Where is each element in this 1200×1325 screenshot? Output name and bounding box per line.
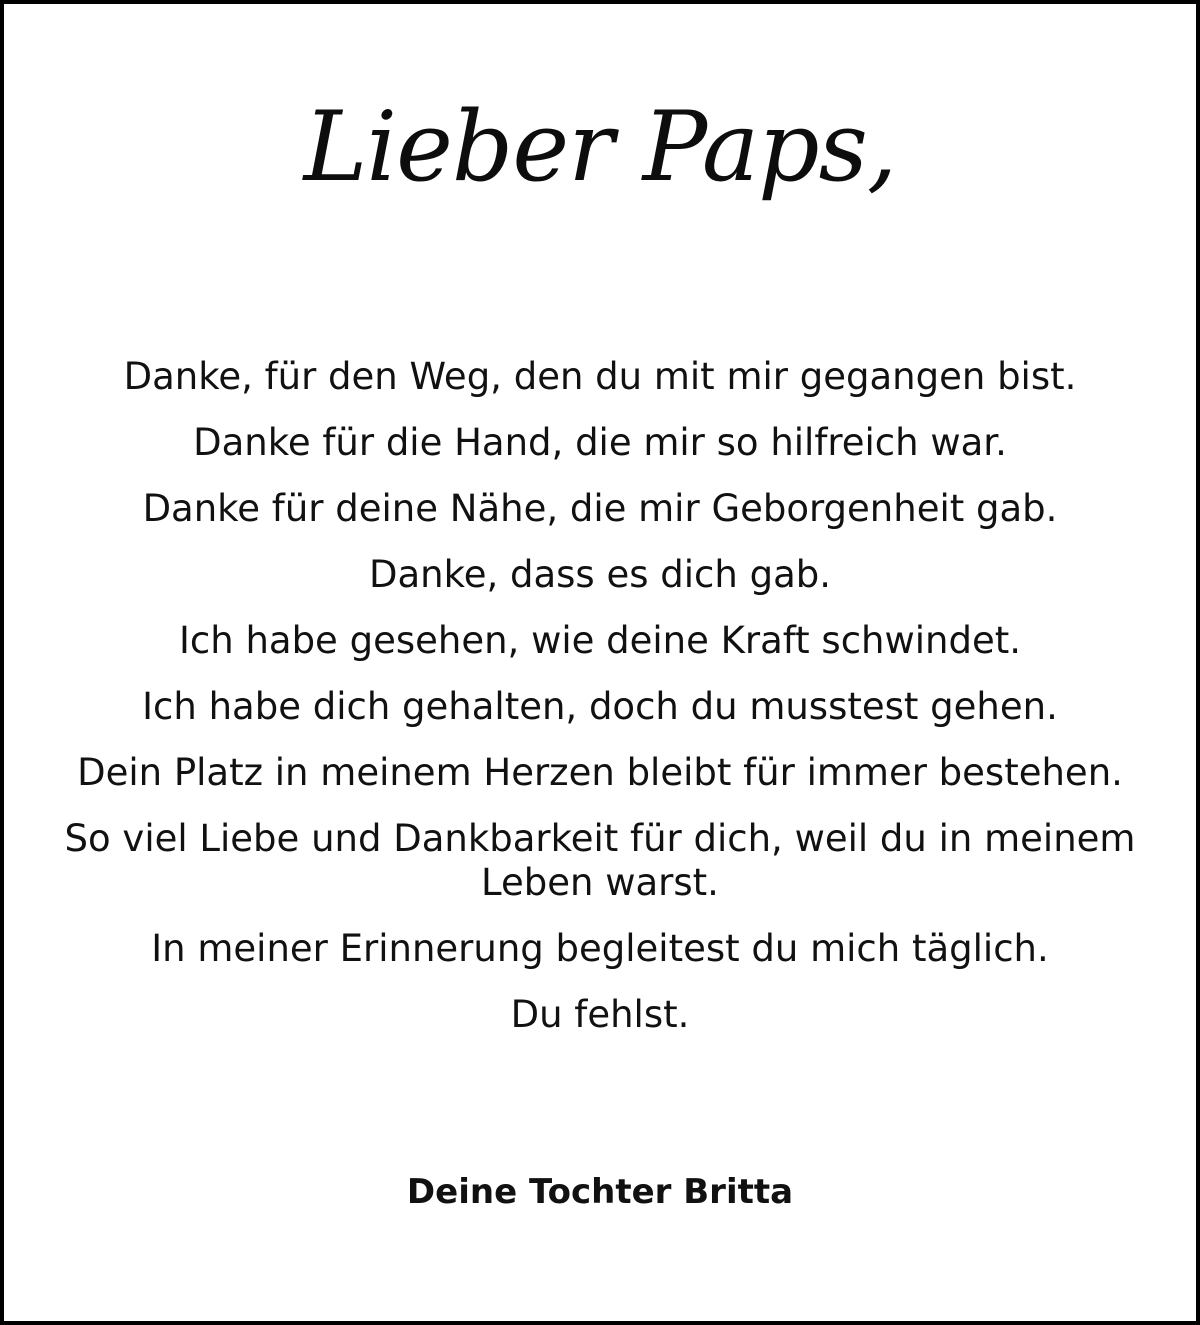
heading-lieber-paps: Lieber Paps, <box>303 91 897 203</box>
poem-line: Du fehlst. <box>510 993 690 1036</box>
poem-line: Dein Platz in meinem Herzen bleibt für immer bestehen. <box>77 751 1123 794</box>
poem-line: Danke, für den Weg, den du mit mir gegangen bist. <box>123 355 1077 398</box>
poem-line: Ich habe dich gehalten, doch du musstest gehen. <box>142 685 1058 728</box>
poem-line: Ich habe gesehen, wie deine Kraft schwindet. <box>178 619 1022 662</box>
poem-line: So viel Liebe und Dankbarkeit für dich, weil du in meinem <box>64 817 1136 860</box>
poem-line: Leben warst. <box>481 861 719 904</box>
poem-line: Danke, dass es dich gab. <box>368 553 831 596</box>
signature: Deine Tochter Britta <box>406 1172 794 1212</box>
poem-line: In meiner Erinnerung begleitest du mich täglich. <box>151 927 1049 970</box>
poem-text <box>4 344 1196 1048</box>
poem-line: Danke für die Hand, die mir so hilfreich war. <box>193 421 1007 464</box>
poem-line: Danke für deine Nähe, die mir Geborgenheit gab. <box>142 487 1058 530</box>
